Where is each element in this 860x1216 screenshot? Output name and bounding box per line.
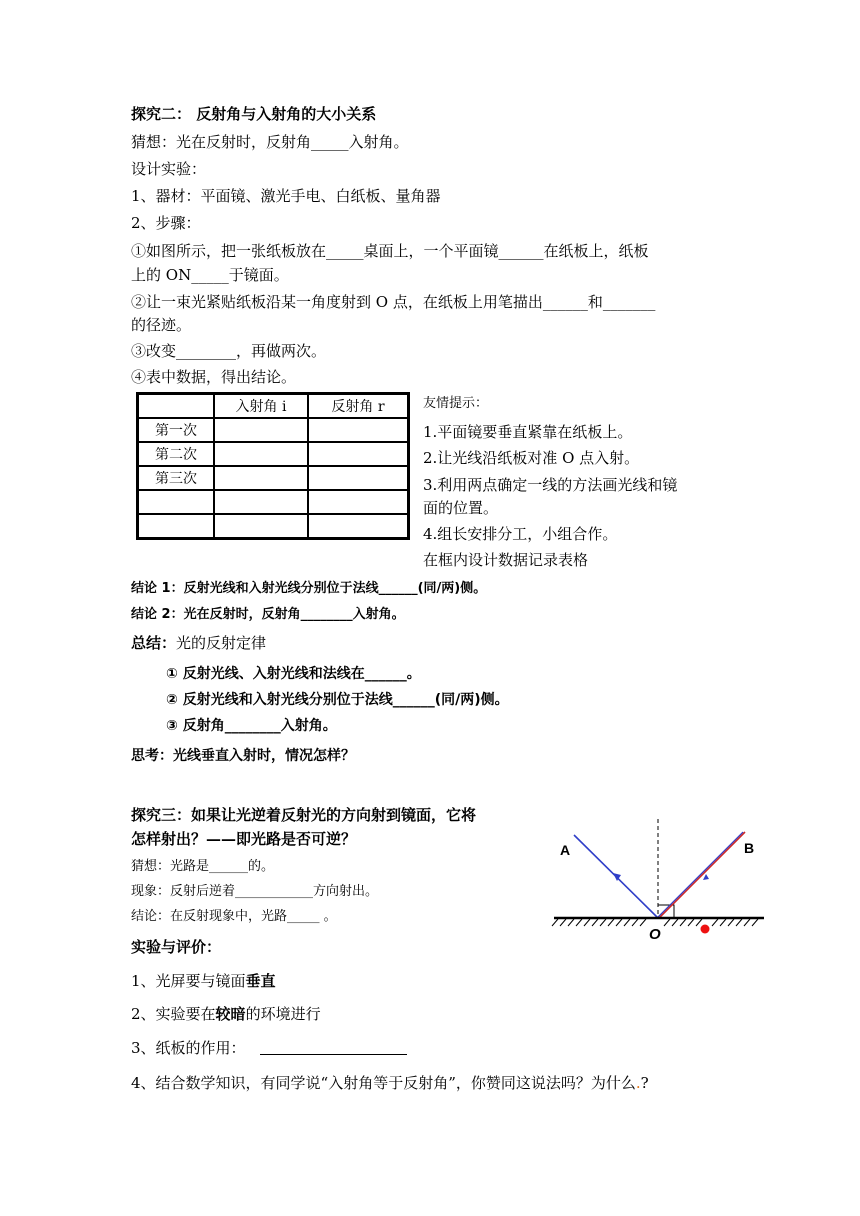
section3-title-line2: 怎样射出？——即光路是否可逆？ (131, 830, 357, 848)
table-header-cell (138, 394, 215, 419)
table-row (138, 442, 409, 466)
table-cell (308, 442, 409, 466)
item4-text: 4、结合数学知识，有同学说“入射角等于反射角”，你赞同这说法吗？为什么 (131, 1074, 636, 1092)
table-cell (138, 490, 215, 514)
table-cell (214, 514, 308, 539)
table-row-label: 第三次 (138, 466, 215, 490)
section3-title-line1: 探究三：如果让光逆着反射光的方向射到镜面，它将 (131, 806, 477, 824)
table-row-label: 第一次 (138, 418, 215, 442)
reflection-diagram (550, 815, 770, 945)
item2-suffix: 的环境进行 (245, 1005, 321, 1023)
design-table-note: 在框内设计数据记录表格 (423, 551, 589, 569)
hints-title: 友情提示： (423, 396, 489, 411)
section3-conclusion: 结论：在反射现象中，光路_____ 。 (131, 909, 337, 924)
evaluation-item-1 (131, 972, 276, 990)
item2-bold: 较暗 (215, 1005, 246, 1023)
label-a: A (560, 842, 571, 858)
law-2: ② 反射光线和入射光线分别位于法线______(同/两)侧。 (166, 692, 509, 708)
section2-guess: 猜想：光在反射时，反射角_____入射角。 (131, 133, 409, 151)
table-row (138, 466, 409, 490)
law-3: ③ 反射角________入射角。 (166, 718, 337, 734)
law-1: ① 反射光线、入射光线和法线在______。 (166, 666, 421, 682)
hint-item: 3.利用两点确定一线的方法画光线和镜 (423, 476, 678, 494)
table-cell (308, 466, 409, 490)
mirror-hatching (552, 919, 758, 926)
table-row-label: 第二次 (138, 442, 215, 466)
step3-line: ③改变________，再做两次。 (131, 342, 327, 360)
step4-line: ④表中数据，得出结论。 (131, 368, 297, 386)
conclusion-2: 结论 2：光在反射时，反射角________入射角。 (131, 607, 405, 622)
table-header-cell: 反射角 r (308, 394, 409, 419)
section3-phenomenon: 现象：反射后逆着____________方向射出。 (131, 884, 379, 899)
hint-item: 4.组长安排分工，小组合作。 (423, 525, 618, 543)
conclusion-1: 结论 1：反射光线和入射光线分别位于法线______(同/两)侧。 (131, 581, 487, 596)
record-table (136, 392, 410, 540)
hint-item: 1.平面镜要垂直紧靠在纸板上。 (423, 423, 633, 441)
steps-label: 2、步骤： (131, 214, 201, 232)
table-cell (214, 466, 308, 490)
table-cell (308, 490, 409, 514)
evaluation-item-3 (131, 1039, 246, 1057)
step1-line1: ①如图所示，把一张纸板放在_____桌面上，一个平面镜______在纸板上，纸板 (131, 242, 649, 260)
light-dot (701, 925, 710, 934)
label-o: O (649, 926, 661, 943)
table-header-cell: 入射角 i (214, 394, 308, 419)
section3-guess: 猜想：光路是______的。 (131, 859, 275, 874)
table-cell (214, 490, 308, 514)
table-cell (308, 418, 409, 442)
table-row (138, 418, 409, 442)
reflected-arrow (703, 874, 709, 880)
table-row (138, 490, 409, 514)
item3-label: 3、纸板的作用： (131, 1039, 246, 1057)
table-row (138, 514, 409, 539)
step2-line1: ②让一束光紧贴纸板沿某一角度射到 O 点，在纸板上用笔描出______和_______ (131, 293, 656, 311)
summary-label: 总结： (131, 634, 177, 652)
summary-line (131, 634, 266, 652)
table-cell (214, 418, 308, 442)
table-cell (138, 514, 215, 539)
label-b: B (744, 840, 755, 856)
answer-blank-line (260, 1054, 407, 1055)
section2-title: 探究二： 反射角与入射角的大小关系 (131, 105, 377, 123)
reflected-ray (657, 832, 743, 918)
equipment-line: 1、器材：平面镜、激光手电、白纸板、量角器 (131, 187, 441, 205)
hint-item: 面的位置。 (423, 499, 499, 517)
evaluation-item-4 (131, 1074, 649, 1092)
hint-item: 2.让光线沿纸板对准 O 点入射。 (423, 449, 640, 467)
table-cell (308, 514, 409, 539)
item1-bold: 垂直 (245, 972, 276, 990)
evaluation-title: 实验与评价： (131, 938, 222, 956)
think-question: 思考：光线垂直入射时，情况怎样？ (131, 748, 355, 764)
table-header-row (138, 394, 409, 419)
item1-prefix: 1、光屏要与镜面 (131, 972, 246, 990)
item4-dot: . (635, 1074, 641, 1092)
table-cell (214, 442, 308, 466)
summary-text: 光的反射定律 (176, 634, 267, 652)
reflected-ray-red (659, 832, 745, 918)
item4-end: ? (640, 1074, 649, 1092)
evaluation-item-2 (131, 1005, 321, 1023)
step1-line2: 上的 ON_____于镜面。 (131, 266, 289, 284)
item2-prefix: 2、实验要在 (131, 1005, 216, 1023)
section2-design: 设计实验： (131, 160, 207, 178)
step2-line2: 的径迹。 (131, 316, 192, 334)
